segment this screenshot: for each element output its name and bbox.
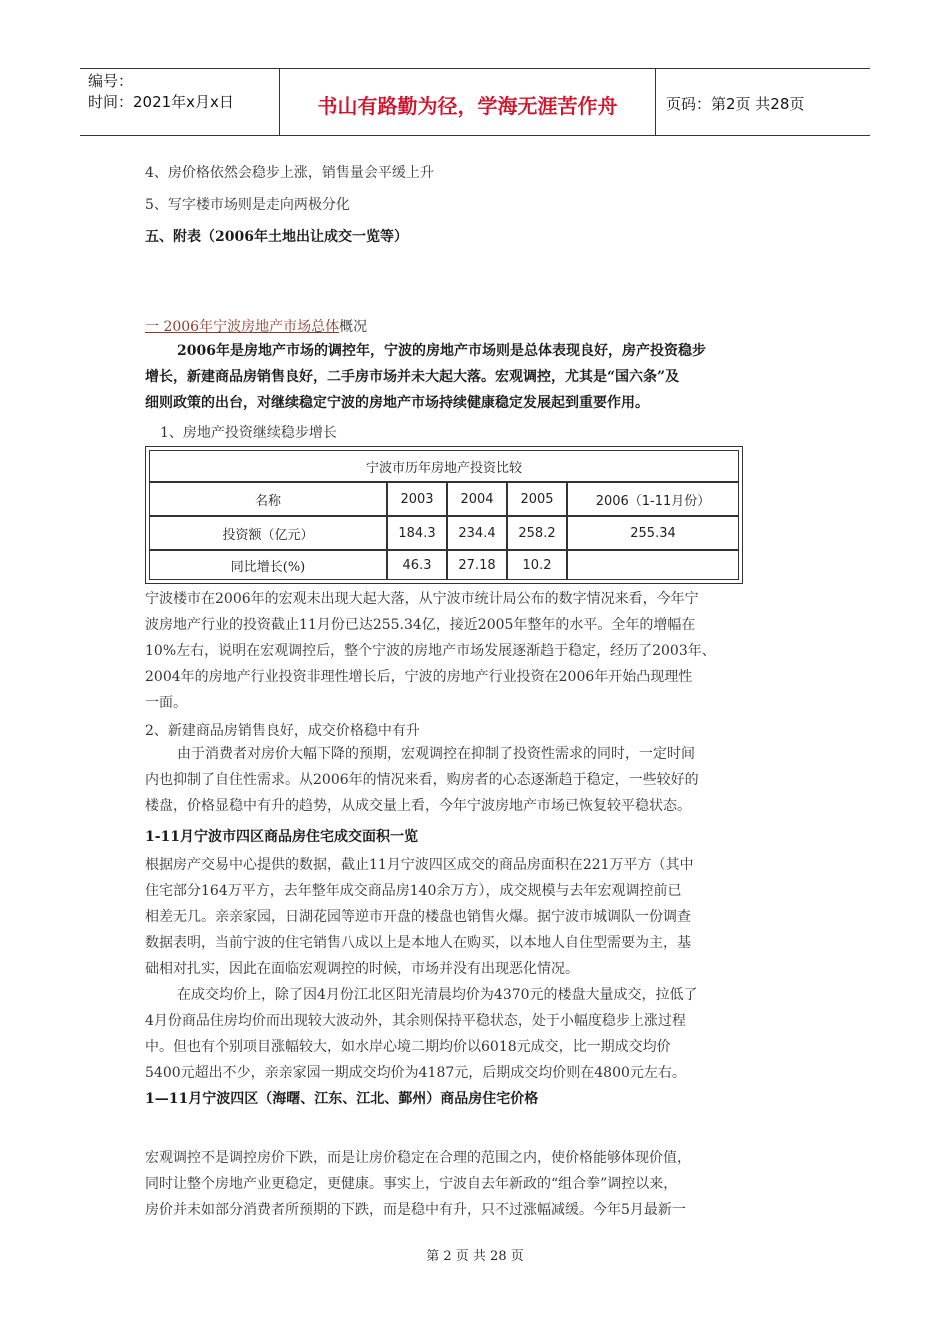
table-caption: 宁波市历年房地产投资比较 (149, 450, 739, 482)
text-line: 相差无几。亲亲家园，日湖花园等逆市开盘的楼盘也销售火爆。据宁波市城调队一份调查 (145, 909, 691, 925)
text-line: 波房地产行业的投资截止11月份已达255.34亿，接近2005年整年的水平。全年的增幅在 (145, 617, 696, 633)
header-page-info: 页码：第2页 共28页 (666, 94, 805, 113)
table-cell: 27.18 (447, 550, 507, 580)
header-meta (80, 69, 280, 135)
table-header-cell: 2004 (447, 482, 507, 516)
list-item: 5、写字楼市场则是走向两极分化 (145, 197, 350, 213)
text-line: 宁波楼市在2006年的宏观未出现大起大落，从宁波市统计局公布的数字情况来看，今年宁 (145, 591, 699, 607)
section1-link[interactable]: 一 2006年宁波房地产市场总体 (145, 319, 340, 335)
table-header-cell: 2003 (387, 482, 447, 516)
table-cell: 同比增长(%) (149, 550, 387, 580)
header-motto: 书山有路勤为径，学海无涯苦作舟 (280, 69, 656, 135)
intro-paragraph (145, 338, 815, 416)
body-paragraph (145, 586, 815, 716)
text-line: 5400元超出不少，亲亲家园一期成交均价为4187元，后期成交均价则在4800元左右。 (145, 1065, 686, 1081)
text-line: 增长，新建商品房销售良好，二手房市场并未大起大落。宏观调控，尤其是“国六条”及 (145, 369, 680, 385)
text-line: 楼盘，价格显稳中有升的趋势，从成交量上看，今年宁波房地产市场已恢复较平稳状态。 (145, 798, 691, 814)
table-cell: 46.3 (387, 550, 447, 580)
text-line: 在成交均价上，除了因4月份江北区阳光清晨均价为4370元的楼盘大量成交，拉低了 (177, 987, 698, 1003)
section1-suffix: 概况 (339, 319, 368, 335)
table-header-cell: 2005 (507, 482, 567, 516)
text-line: 住宅部分164万平方，去年整年成交商品房140余万方），成交规模与去年宏观调控前已 (145, 883, 682, 899)
bold-heading: 1-11月宁波市四区商品房住宅成交面积一览 (145, 829, 419, 845)
table-header-cell: 2006（1-11月份） (567, 482, 739, 516)
investment-table (145, 446, 743, 584)
text-line: 由于消费者对房价大幅下降的预期，宏观调控在抑制了投资性需求的同时，一定时间 (177, 746, 695, 762)
body-paragraph (145, 982, 815, 1086)
table-cell: 258.2 (507, 516, 567, 550)
text-line: 一面。 (145, 695, 187, 711)
page-header (80, 68, 870, 136)
text-line: 础相对扎实，因此在面临宏观调控的时候，市场并没有出现恶化情况。 (145, 961, 579, 977)
text-line: 根据房产交易中心提供的数据，截止11月宁波四区成交的商品房面积在221万平方（其中 (145, 857, 694, 873)
text-line: 4月份商品住房均价而出现较大波动外，其余则保持平稳状态，处于小幅度稳步上涨过程 (145, 1013, 686, 1029)
subsection-title: 2、新建商品房销售良好，成交价格稳中有升 (145, 723, 420, 739)
section1-heading (145, 316, 367, 336)
page-footer: 第 2 页 共 28 页 (426, 1249, 524, 1264)
list-item: 4、房价格依然会稳步上涨，销售量会平缓上升 (145, 165, 434, 181)
text-line: 10%左右，说明在宏观调控后，整个宁波的房地产市场发展逐渐趋于稳定，经历了2003年、 (145, 643, 716, 659)
table-header-cell: 名称 (149, 482, 387, 516)
text-line: 宏观调控不是调控房价下跌，而是让房价稳定在合理的范围之内，使价格能够体现价值， (145, 1150, 691, 1166)
body-paragraph (145, 852, 815, 982)
table-cell: 投资额（亿元） (149, 516, 387, 550)
text-line: 细则政策的出台，对继续稳定宁波的房地产市场持续健康稳定发展起到重要作用。 (145, 395, 649, 411)
text-line: 中。但也有个别项目涨幅较大，如水岸心境二期均价以6018元成交，比一期成交均价 (145, 1039, 671, 1055)
subsection-title: 1、房地产投资继续稳步增长 (160, 425, 337, 441)
section-title: 五、附表（2006年土地出让成交一览等） (145, 229, 408, 245)
bold-heading: 1—11月宁波四区（海曙、江东、江北、鄞州）商品房住宅价格 (145, 1091, 539, 1107)
text-line: 数据表明，当前宁波的住宅销售八成以上是本地人在购买，以本地人自住型需要为主，基 (145, 935, 691, 951)
text-line: 房价并未如部分消费者所预期的下跌，而是稳中有升，只不过涨幅减缓。今年5月最新一 (145, 1202, 686, 1218)
table-cell: 234.4 (447, 516, 507, 550)
table-cell: 10.2 (507, 550, 567, 580)
text-line: 2006年是房地产市场的调控年，宁波的房地产市场则是总体表现良好，房产投资稳步 (177, 343, 706, 359)
text-line: 内也抑制了自住性需求。从2006年的情况来看，购房者的心态逐渐趋于稳定，一些较好的 (145, 772, 699, 788)
table-cell: 255.34 (567, 516, 739, 550)
table-cell (567, 550, 739, 580)
text-line: 同时让整个房地产业更稳定，更健康。事实上，宁波自去年新政的“组合拳”调控以来， (145, 1176, 678, 1192)
body-paragraph (145, 741, 815, 819)
text-line: 2004年的房地产行业投资非理性增长后，宁波的房地产行业投资在2006年开始凸现理性 (145, 669, 693, 685)
body-paragraph (145, 1145, 815, 1223)
header-id-label: 编号： (88, 72, 134, 90)
table-cell: 184.3 (387, 516, 447, 550)
header-time-label: 时间：2021年x月x日 (88, 93, 234, 111)
